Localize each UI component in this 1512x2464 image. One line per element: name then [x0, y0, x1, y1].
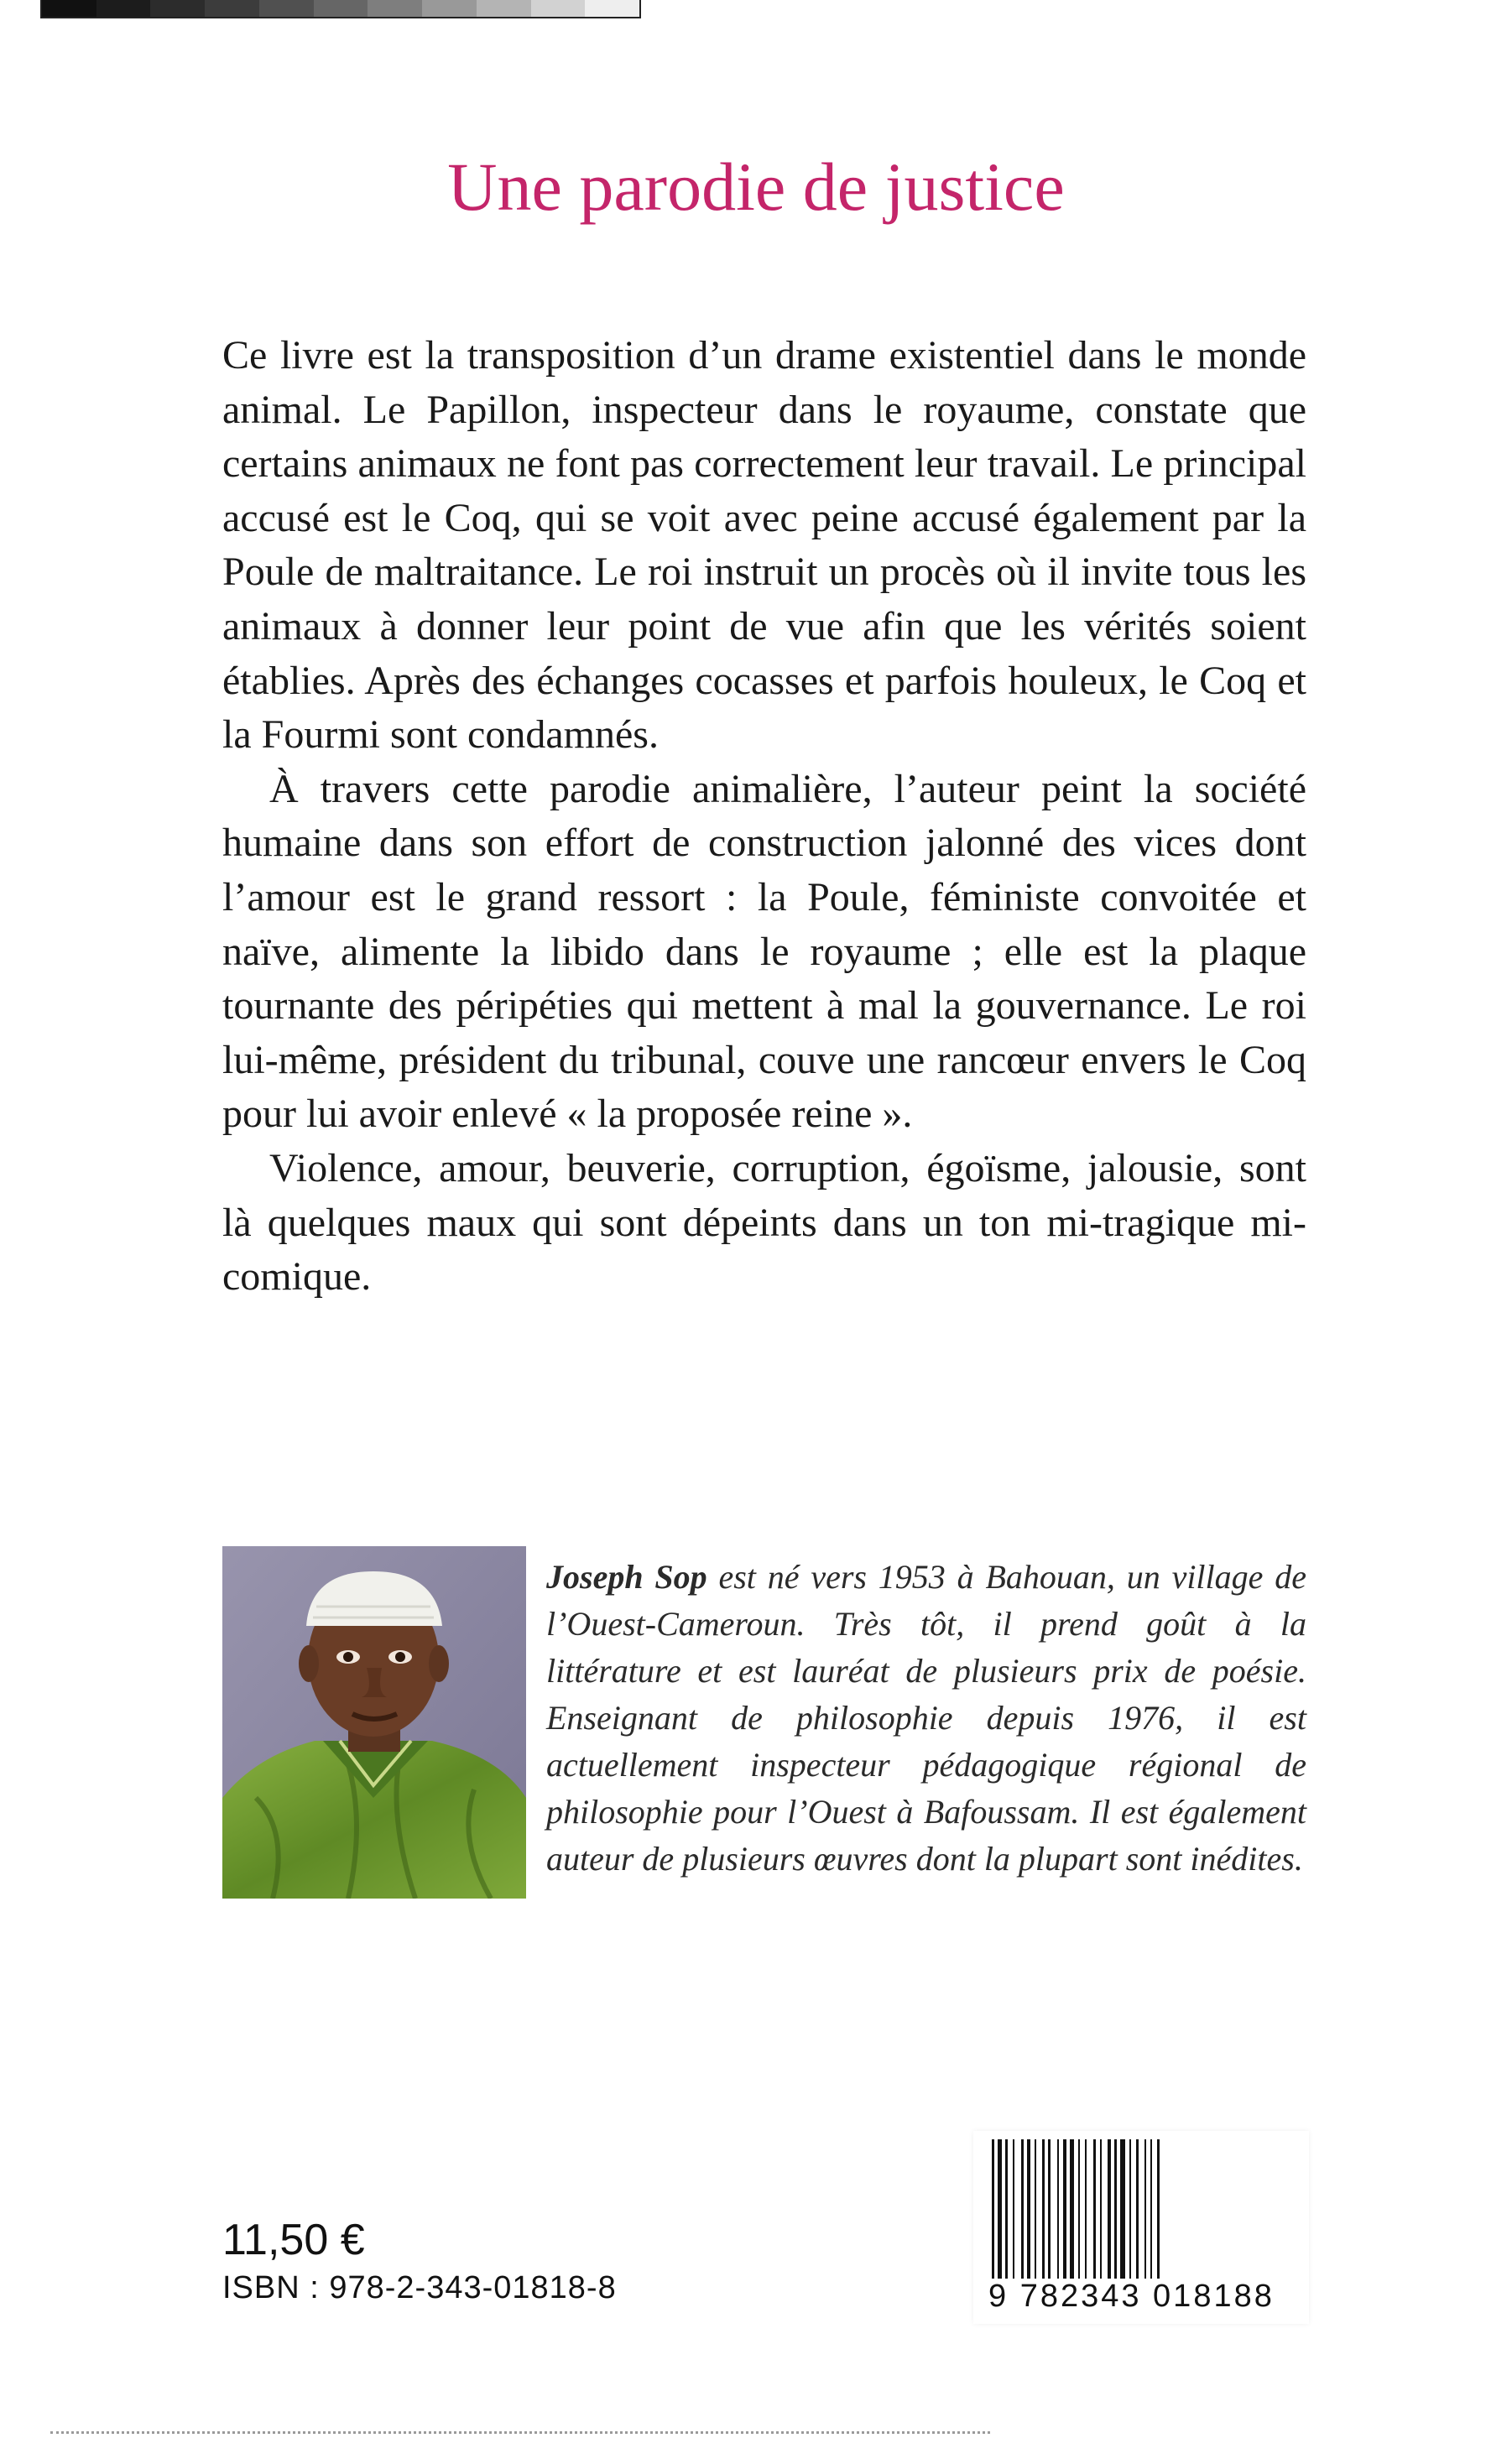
barcode-bar — [1120, 2139, 1125, 2279]
author-photo — [222, 1546, 526, 1899]
barcode-digits: 9 782343 018188 — [988, 2279, 1275, 2314]
barcode-bar — [1136, 2139, 1139, 2279]
color-calibration-bar — [40, 0, 641, 18]
barcode-bar — [1157, 2139, 1160, 2279]
barcode-bar — [1013, 2139, 1014, 2279]
barcode-bar — [1048, 2139, 1051, 2279]
barcode-bar — [1078, 2139, 1080, 2279]
barcode-bar — [1114, 2139, 1117, 2279]
author-bio — [546, 1554, 1306, 1883]
book-title: Une parodie de justice — [447, 148, 1065, 225]
barcode-bar — [1063, 2139, 1066, 2279]
barcode-bar — [1035, 2139, 1036, 2279]
synopsis-paragraph-2: À travers cette parodie animalière, l’auteur peint la société humaine dans son effort de construction jalonné des vices dont l’amour est le grand ressort : la Poule, féministe convoitée et naïve, alimente la libido dans le royaume ; elle est la plaque tournante des péripéties qui mettent à mal la gouvernance. Le roi lui-même, président du tribunal, couve une rancœur envers le Coq pour lui avoir enlevé « la proposée reine ». — [222, 766, 1306, 1137]
barcode-bar — [1027, 2139, 1030, 2279]
barcode-bar — [1100, 2139, 1102, 2279]
bottom-dotted-rule — [50, 2431, 990, 2434]
barcode-bar — [1021, 2139, 1024, 2279]
barcode-bars — [988, 2139, 1299, 2282]
barcode-bar — [998, 2139, 1002, 2279]
barcode-bar — [1070, 2139, 1074, 2279]
barcode-bar — [1129, 2139, 1131, 2279]
isbn: ISBN : 978-2-343-01818-8 — [222, 2270, 617, 2305]
barcode-bar — [1085, 2139, 1087, 2279]
barcode-bar — [1005, 2139, 1008, 2279]
synopsis — [222, 329, 1306, 1305]
barcode-bar — [1057, 2139, 1059, 2279]
author-name: Joseph Sop — [546, 1558, 707, 1596]
barcode-bar — [1042, 2139, 1045, 2279]
synopsis-paragraph-3: Violence, amour, beuverie, corruption, égoïsme, jalousie, sont là quelques maux qui sont dépeints dans un ton mi-tragique mi-comique. — [222, 1145, 1306, 1300]
author-bio-text: est né vers 1953 à Bahouan, un village de l’Ouest-Cameroun. Très tôt, il prend goût à la littérature et est lauréat de plusieurs prix de poésie. Enseignant de philosophie depuis 1976, il est actuellement inspecteur pédagogique régional de philosophie pour l’Ouest à Bafoussam. Il est également auteur de plusieurs œuvres dont la plupart sont inédites. — [546, 1558, 1307, 1878]
barcode-bar — [1144, 2139, 1146, 2279]
barcode-bar — [1150, 2139, 1152, 2279]
synopsis-paragraph-1: Ce livre est la transposition d’un drame existentiel dans le monde animal. Le Papillon, inspecteur dans le royaume, constate que certains animaux ne font pas correctement leur travail. Le principal accusé est le Coq, qui se voit avec peine accusé également par la Poule de maltraitance. Le roi instruit un procès où il invite tous les animaux à donner leur point de vue afin que les vérités soient établies. Après des échanges cocasses et parfois houleux, le Coq et la Fourmi sont condamnés. — [222, 333, 1306, 758]
barcode-bar — [1108, 2139, 1111, 2279]
barcode — [973, 2131, 1309, 2324]
barcode-bar — [1093, 2139, 1096, 2279]
barcode-bar — [992, 2139, 994, 2279]
price: 11,50 € — [222, 2216, 365, 2264]
